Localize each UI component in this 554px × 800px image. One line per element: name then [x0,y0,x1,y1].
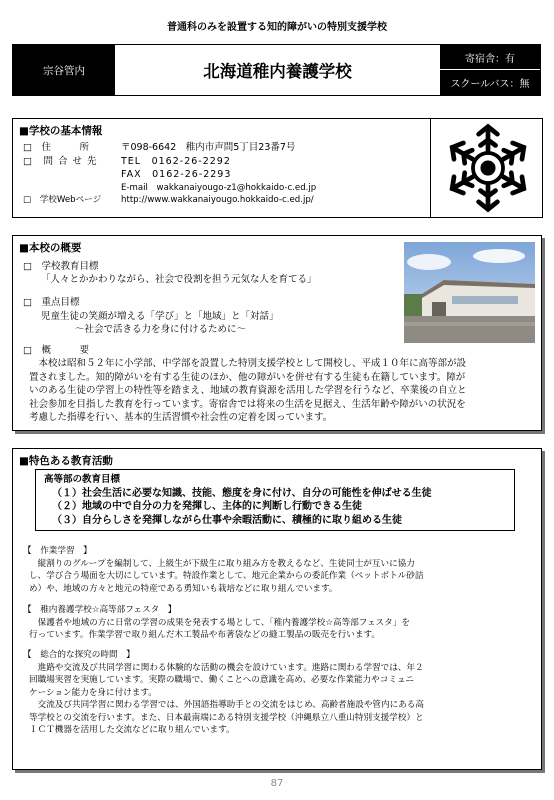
goals-heading: 高等部の教育目標 [44,474,121,485]
email-value[interactable]: E-mail wakkanaiyougo-z1@hokkaido-c.ed.jp [121,182,317,193]
region-label: 宗谷管内 [13,45,115,95]
school-emblem [441,121,535,215]
school-name: 北海道稚内養護学校 [203,62,352,81]
focus-heading: □ 重点目標 [23,297,80,308]
top-caption: 普通科のみを設置する知的障がいの特別支援学校 [167,22,387,33]
basic-info-title: ■学校の基本情報 [19,125,103,137]
focus-line-2: ～社会で活きる力を身に付けるために～ [75,324,247,335]
page-number: 87 [270,778,284,789]
fax-label [23,168,121,182]
basic-info-section [12,118,543,218]
address-value: 〒098-6642 稚内市声問5丁目23番7号 [121,142,296,153]
summary-line: 置されました。知的障がいを有する生徒のほか、他の障がいを併せ有する生徒も在籍しています。障が [29,371,466,383]
summary-line: 本校は昭和５２年に小学部、中学部を設置した特別支援学校として開校し、平成１０年に高等部が設 [29,358,467,369]
activity-item-festa [23,604,535,642]
summary-heading: □ 概 要 [23,345,89,356]
web-link[interactable]: http://www.wakkanaiyougo.hokkaido-c.ed.jp/ [121,195,314,205]
activity-heading: 【 稚内養護学校☆高等部フェスタ 】 [23,605,177,615]
goal-item: （２）地域の中で自分の力を発揮し、主体的に判断し行動できる生徒 [52,501,362,512]
school-header [12,44,541,96]
activities-section [12,448,542,770]
address-label: □ 住 所 [23,142,89,153]
activity-line: ＩＣＴ機器を活用した交流などに取り組んでいます。 [29,725,235,735]
activity-line: 交流及び共同学習に関わる学習では、外国語指導助手との交流をはじめ、高齢者施設や管内にある高 [29,700,424,710]
dormitory-badge: 寄宿舎：有 [440,45,540,70]
overview-title: ■本校の概要 [19,242,82,254]
fax-row [23,168,423,182]
activity-line: 進路や交流及び共同学習に関わる体験的な活動の機会を設けています。進路に関わる学習では、年２ [29,662,424,673]
tel-value: TEL 0162-26-2292 [121,155,231,167]
activity-line: め）や、地域の方々と地元の特産である勇知いも栽培などに取り組んでいます。 [29,583,338,594]
activity-line: 縦割りのグループを編制して、上級生が下級生に取り組み方を教えるなど、生徒同士が互いに協力 [29,558,415,569]
email-label [23,182,121,195]
activity-line: 等学校との交流を行います。また、日本最南端にある特別支援学校（沖縄県立八重山特別支援学校）と [29,712,424,723]
basic-info-textcol [13,119,431,217]
summary-line: 考慮した指導を行い、基本的生活習慣や社会性の定着を図っています。 [29,412,333,423]
focus-line-1: 児童生徒の笑顔が増える「学び」と「地域」と「対話」 [41,311,279,322]
fax-value: FAX 0162-26-2293 [121,169,232,180]
basic-info-rows [23,141,423,207]
school-goal-heading: □ 学校教育目標 [23,261,99,272]
goal-item: （３）自分らしさを発揮しながら仕事や余暇活動に、積極的に取り組める生徒 [52,514,402,526]
activity-line: し、学び合う場面を大切にしています。特設作業として、地元企業からの委託作業（ペットボトル砂詰 [29,571,424,581]
contact-label: □ 問 合 せ 先 [23,155,98,167]
web-label: □ 学校Webページ [23,195,102,205]
tel-row [23,155,423,169]
school-bus-badge: スクールバス：無 [440,70,540,95]
activity-heading: 【 作業学習 】 [23,546,92,556]
activity-line: 行っています。作業学習で取り組んだ木工製品や布著袋などの縫工製品の販売を行います。 [29,630,380,640]
web-row [23,194,423,207]
school-building-photo [404,242,535,343]
activity-item-work [23,545,535,595]
school-goal-text: 「人々とかかわりながら、社会で役割を担う元気な人を育てる」 [41,274,317,285]
address-row [23,141,423,155]
school-photo [404,242,535,343]
activity-line: ケーション能力を身に付けます。 [29,687,157,698]
activity-item-inquiry [23,649,535,737]
high-school-goals-box [35,469,515,531]
activity-line: 回職場実習を実施しています。実際の職場で、働くことへの意識を高め、必要な作業能力やコミュニ [29,675,415,685]
summary-text [29,357,541,425]
goal-item: （１）社会生活に必要な知識、技能、態度を身に付け、自分の可能性を伸ばせる生徒 [52,487,432,499]
activities-title: ■特色ある教育活動 [19,455,113,467]
activity-heading: 【 総合的な探究の時間 】 [23,650,135,660]
summary-line: いのある生徒の学習上の特性等を踏まえ、地域の教育資源を活用した学習を行うなど、卒業後の自立と [29,385,467,396]
snowflake-emblem-icon [441,121,535,215]
email-row [23,182,423,195]
summary-line: 社会参加を目指した教育を行っています。寄宿舎では将来の生活を見据え、生活年齢や障がいの状況を [29,398,466,410]
overview-section [12,235,542,431]
activity-line: 保護者や地域の方に日常の学習の成果を発表する場として、「稚内養護学校☆高等部フェスタ」を [29,617,410,628]
